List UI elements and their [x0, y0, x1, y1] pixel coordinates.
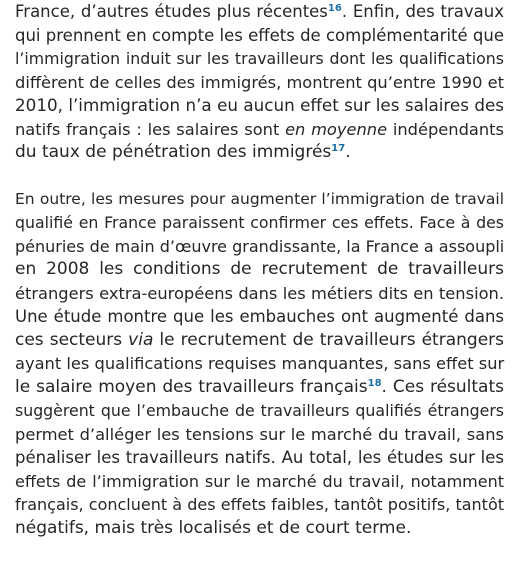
text-line [15, 94, 504, 118]
text-run: suggèrent que l’embauche de travailleurs qualifiés étrangers [15, 401, 504, 420]
paragraph-gap [15, 165, 504, 188]
text-run: en 2008 les conditions de recrutement de travailleurs [15, 259, 504, 279]
text-line [15, 517, 504, 541]
text-run: . Enfin, des travaux [341, 2, 504, 21]
text-run: ces secteurs [15, 329, 129, 350]
text-run: qualifié en France paraissent confirmer ces effets. Face à des [15, 213, 504, 232]
text-run: diffèrent de celles des immigrés, montrent qu’entre 1990 et [15, 72, 504, 92]
text-line [15, 305, 504, 329]
text-line [15, 118, 504, 142]
text-line [15, 329, 504, 353]
text-run: France, d’autres études plus récentes [15, 2, 328, 21]
text-line [15, 493, 504, 517]
document-page [15, 0, 504, 540]
text-run: étrangers extra-européens dans les métiers dits en tension. [15, 283, 504, 303]
text-line [15, 446, 504, 470]
text-run: ayant les qualifications requises manquantes, sans effet sur [15, 354, 505, 373]
footnote-reference-link[interactable]: 17 [331, 143, 346, 154]
text-line [15, 47, 504, 71]
text-run: indépendants [387, 119, 504, 139]
text-line [15, 235, 504, 259]
text-line [15, 141, 504, 165]
text-run: l’immigration induit sur les travailleurs dont les qualifications [15, 49, 504, 68]
emphasized-text: en moyenne [285, 119, 388, 139]
text-line [15, 399, 504, 423]
text-run: du taux de pénétration des immigrés [15, 142, 332, 162]
paragraph-1 [15, 0, 504, 165]
emphasized-text: via [128, 329, 154, 350]
text-line [15, 352, 504, 376]
text-line [15, 0, 504, 24]
text-line [15, 376, 504, 400]
text-line [15, 188, 504, 212]
footnote-reference-link[interactable]: 18 [367, 377, 382, 389]
text-line [15, 423, 504, 447]
text-run: Une étude montre que les embauches ont augmenté dans [15, 307, 504, 326]
text-run: qui prennent en compte les effets de complémentarité que [15, 25, 504, 45]
text-line [15, 258, 504, 282]
text-run: En outre, les mesures pour augmenter l’immigration de travail [15, 189, 504, 208]
text-run: . [345, 142, 351, 162]
text-run: . Ces résultats [381, 376, 504, 397]
text-line [15, 282, 504, 306]
text-line [15, 71, 504, 95]
text-run: le salaire moyen des travailleurs français [15, 376, 368, 397]
text-line [15, 24, 504, 48]
footnote-reference-link[interactable]: 16 [327, 3, 342, 14]
text-run: français, concluent à des effets faibles, tantôt positifs, tantôt [15, 495, 504, 514]
text-run: permet d’alléger les tensions sur le marché du travail, sans [15, 424, 504, 444]
text-line [15, 470, 504, 494]
text-line [15, 211, 504, 235]
paragraph-2 [15, 188, 504, 541]
text-run: effets de l’immigration sur le marché du travail, notamment [15, 471, 504, 491]
text-run: négatifs, mais très localisés et de court terme. [15, 517, 412, 538]
text-run: natifs français : les salaires sont [15, 119, 286, 139]
text-run: pénaliser les travailleurs natifs. Au total, les études sur les [15, 448, 504, 467]
text-run: 2010, l’immigration n’a eu aucun effet sur les salaires des [15, 95, 504, 115]
text-run: le recrutement de travailleurs étrangers [153, 329, 504, 350]
text-run: pénuries de main d’œuvre grandissante, la France a assoupli [15, 236, 505, 256]
